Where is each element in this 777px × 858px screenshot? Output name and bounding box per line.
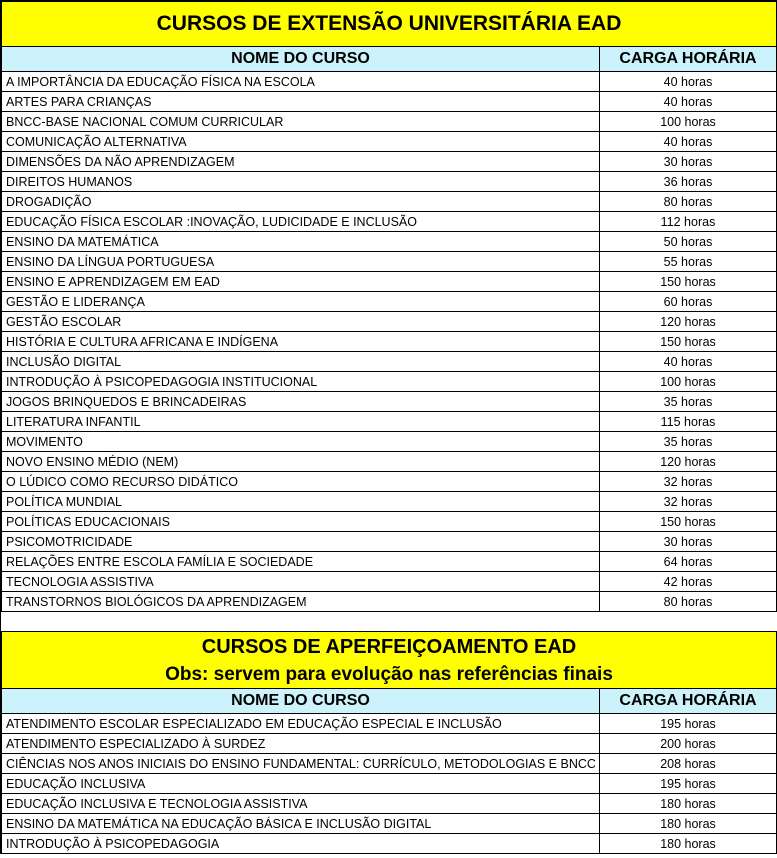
course-hours-cell[interactable]: 35 horas — [600, 392, 777, 412]
section2-obs: Obs: servem para evolução nas referências finais — [2, 662, 777, 689]
course-name-cell[interactable]: DROGADIÇÃO — [2, 192, 600, 212]
course-name-cell[interactable]: POLÍTICA MUNDIAL — [2, 492, 600, 512]
table-row — [2, 452, 777, 472]
table-row — [2, 592, 777, 612]
course-hours-cell[interactable]: 180 horas — [600, 814, 777, 834]
table-row — [2, 152, 777, 172]
course-hours-cell[interactable]: 180 horas — [600, 834, 777, 854]
course-hours-cell[interactable]: 195 horas — [600, 714, 777, 734]
table-row — [2, 572, 777, 592]
course-hours-cell[interactable]: 32 horas — [600, 492, 777, 512]
table-row — [2, 172, 777, 192]
course-hours-cell[interactable]: 200 horas — [600, 734, 777, 754]
table-row — [2, 734, 777, 754]
spacer-row — [2, 612, 777, 632]
table-row — [2, 794, 777, 814]
course-name-cell[interactable]: DIREITOS HUMANOS — [2, 172, 600, 192]
course-name-cell[interactable]: ATENDIMENTO ESCOLAR ESPECIALIZADO EM EDUCAÇÃO ESPECIAL E INCLUSÃO — [2, 714, 600, 734]
table-row — [2, 212, 777, 232]
course-hours-cell[interactable]: 64 horas — [600, 552, 777, 572]
section1-header-row — [2, 47, 777, 72]
table-row — [2, 552, 777, 572]
course-name-cell[interactable]: INTRODUÇÃO À PSICOPEDAGOGIA — [2, 834, 600, 854]
course-name-cell[interactable]: MOVIMENTO — [2, 432, 600, 452]
course-hours-cell[interactable]: 60 horas — [600, 292, 777, 312]
course-name-cell[interactable]: COMUNICAÇÃO ALTERNATIVA — [2, 132, 600, 152]
course-hours-cell[interactable]: 112 horas — [600, 212, 777, 232]
table-row — [2, 472, 777, 492]
course-name-cell[interactable]: EDUCAÇÃO INCLUSIVA — [2, 774, 600, 794]
course-hours-cell[interactable]: 55 horas — [600, 252, 777, 272]
table-row — [2, 192, 777, 212]
course-name-cell[interactable]: INCLUSÃO DIGITAL — [2, 352, 600, 372]
table-row — [2, 92, 777, 112]
courses-table — [1, 0, 777, 854]
section1-col-hours-header: CARGA HORÁRIA — [600, 47, 777, 72]
course-hours-cell[interactable]: 32 horas — [600, 472, 777, 492]
section2-col-name-header: NOME DO CURSO — [2, 689, 600, 714]
course-hours-cell[interactable]: 40 horas — [600, 92, 777, 112]
course-hours-cell[interactable]: 30 horas — [600, 532, 777, 552]
course-hours-cell[interactable]: 150 horas — [600, 332, 777, 352]
course-hours-cell[interactable]: 40 horas — [600, 352, 777, 372]
spacer-cell — [2, 612, 777, 632]
table-row — [2, 754, 777, 774]
course-hours-cell[interactable]: 40 horas — [600, 132, 777, 152]
course-name-cell[interactable]: BNCC-BASE NACIONAL COMUM CURRICULAR — [2, 112, 600, 132]
course-name-cell[interactable]: ARTES PARA CRIANÇAS — [2, 92, 600, 112]
course-hours-cell[interactable]: 35 horas — [600, 432, 777, 452]
course-name-cell[interactable]: NOVO ENSINO MÉDIO (NEM) — [2, 452, 600, 472]
table-row — [2, 232, 777, 252]
course-name-cell[interactable]: DIMENSÕES DA NÃO APRENDIZAGEM — [2, 152, 600, 172]
table-row — [2, 72, 777, 92]
course-name-cell[interactable]: ENSINO E APRENDIZAGEM EM EAD — [2, 272, 600, 292]
table-row — [2, 774, 777, 794]
section1-col-name-header: NOME DO CURSO — [2, 47, 600, 72]
course-hours-cell[interactable]: 195 horas — [600, 774, 777, 794]
course-hours-cell[interactable]: 100 horas — [600, 372, 777, 392]
course-name-cell[interactable]: ENSINO DA LÍNGUA PORTUGUESA — [2, 252, 600, 272]
course-name-cell[interactable]: RELAÇÕES ENTRE ESCOLA FAMÍLIA E SOCIEDADE — [2, 552, 600, 572]
course-hours-cell[interactable]: 42 horas — [600, 572, 777, 592]
course-hours-cell[interactable]: 80 horas — [600, 192, 777, 212]
course-name-cell[interactable]: A IMPORTÂNCIA DA EDUCAÇÃO FÍSICA NA ESCOLA — [2, 72, 600, 92]
course-name-cell[interactable]: GESTÃO ESCOLAR — [2, 312, 600, 332]
table-row — [2, 132, 777, 152]
course-name-cell[interactable]: INTRODUÇÃO À PSICOPEDAGOGIA INSTITUCIONAL — [2, 372, 600, 392]
course-name-cell[interactable]: LITERATURA INFANTIL — [2, 412, 600, 432]
section2-title-row — [2, 632, 777, 663]
table-row — [2, 492, 777, 512]
table-row — [2, 352, 777, 372]
course-name-cell[interactable]: O LÚDICO COMO RECURSO DIDÁTICO — [2, 472, 600, 492]
course-name-cell[interactable]: ENSINO DA MATEMÁTICA NA EDUCAÇÃO BÁSICA E INCLUSÃO DIGITAL — [2, 814, 600, 834]
table-row — [2, 312, 777, 332]
section2-obs-row — [2, 662, 777, 689]
section2-header-row — [2, 689, 777, 714]
table-row — [2, 834, 777, 854]
course-hours-cell[interactable]: 50 horas — [600, 232, 777, 252]
course-name-cell[interactable]: CIÊNCIAS NOS ANOS INICIAIS DO ENSINO FUNDAMENTAL: CURRÍCULO, METODOLOGIAS E BNCC — [2, 754, 600, 774]
table-row — [2, 532, 777, 552]
course-name-cell[interactable]: JOGOS BRINQUEDOS E BRINCADEIRAS — [2, 392, 600, 412]
table-row — [2, 412, 777, 432]
table-row — [2, 292, 777, 312]
course-hours-cell[interactable]: 120 horas — [600, 452, 777, 472]
section2-title: CURSOS DE APERFEIÇOAMENTO EAD — [2, 632, 777, 663]
course-hours-cell[interactable]: 115 horas — [600, 412, 777, 432]
table-row — [2, 252, 777, 272]
course-name-cell[interactable]: HISTÓRIA E CULTURA AFRICANA E INDÍGENA — [2, 332, 600, 352]
course-name-cell[interactable]: POLÍTICAS EDUCACIONAIS — [2, 512, 600, 532]
course-name-cell[interactable]: GESTÃO E LIDERANÇA — [2, 292, 600, 312]
course-hours-cell[interactable]: 80 horas — [600, 592, 777, 612]
course-name-cell[interactable]: EDUCAÇÃO INCLUSIVA E TECNOLOGIA ASSISTIVA — [2, 794, 600, 814]
table-row — [2, 814, 777, 834]
course-hours-cell[interactable]: 150 horas — [600, 272, 777, 292]
table-row — [2, 372, 777, 392]
course-hours-cell[interactable]: 208 horas — [600, 754, 777, 774]
course-hours-cell[interactable]: 100 horas — [600, 112, 777, 132]
section1-title: CURSOS DE EXTENSÃO UNIVERSITÁRIA EAD — [2, 1, 777, 47]
section1-title-row — [2, 1, 777, 47]
course-hours-cell[interactable]: 180 horas — [600, 794, 777, 814]
course-hours-cell[interactable]: 30 horas — [600, 152, 777, 172]
course-name-cell[interactable]: PSICOMOTRICIDADE — [2, 532, 600, 552]
table-row — [2, 714, 777, 734]
course-name-cell[interactable]: TRANSTORNOS BIOLÓGICOS DA APRENDIZAGEM — [2, 592, 600, 612]
table-row — [2, 432, 777, 452]
table-row — [2, 512, 777, 532]
course-name-cell[interactable]: TECNOLOGIA ASSISTIVA — [2, 572, 600, 592]
table-row — [2, 272, 777, 292]
section2-col-hours-header: CARGA HORÁRIA — [600, 689, 777, 714]
course-hours-cell[interactable]: 150 horas — [600, 512, 777, 532]
course-name-cell[interactable]: ATENDIMENTO ESPECIALIZADO À SURDEZ — [2, 734, 600, 754]
table-row — [2, 332, 777, 352]
table-row — [2, 112, 777, 132]
course-name-cell[interactable]: ENSINO DA MATEMÁTICA — [2, 232, 600, 252]
course-name-cell[interactable]: EDUCAÇÃO FÍSICA ESCOLAR :INOVAÇÃO, LUDICIDADE E INCLUSÃO — [2, 212, 600, 232]
course-hours-cell[interactable]: 40 horas — [600, 72, 777, 92]
course-hours-cell[interactable]: 120 horas — [600, 312, 777, 332]
table-row — [2, 392, 777, 412]
course-hours-cell[interactable]: 36 horas — [600, 172, 777, 192]
